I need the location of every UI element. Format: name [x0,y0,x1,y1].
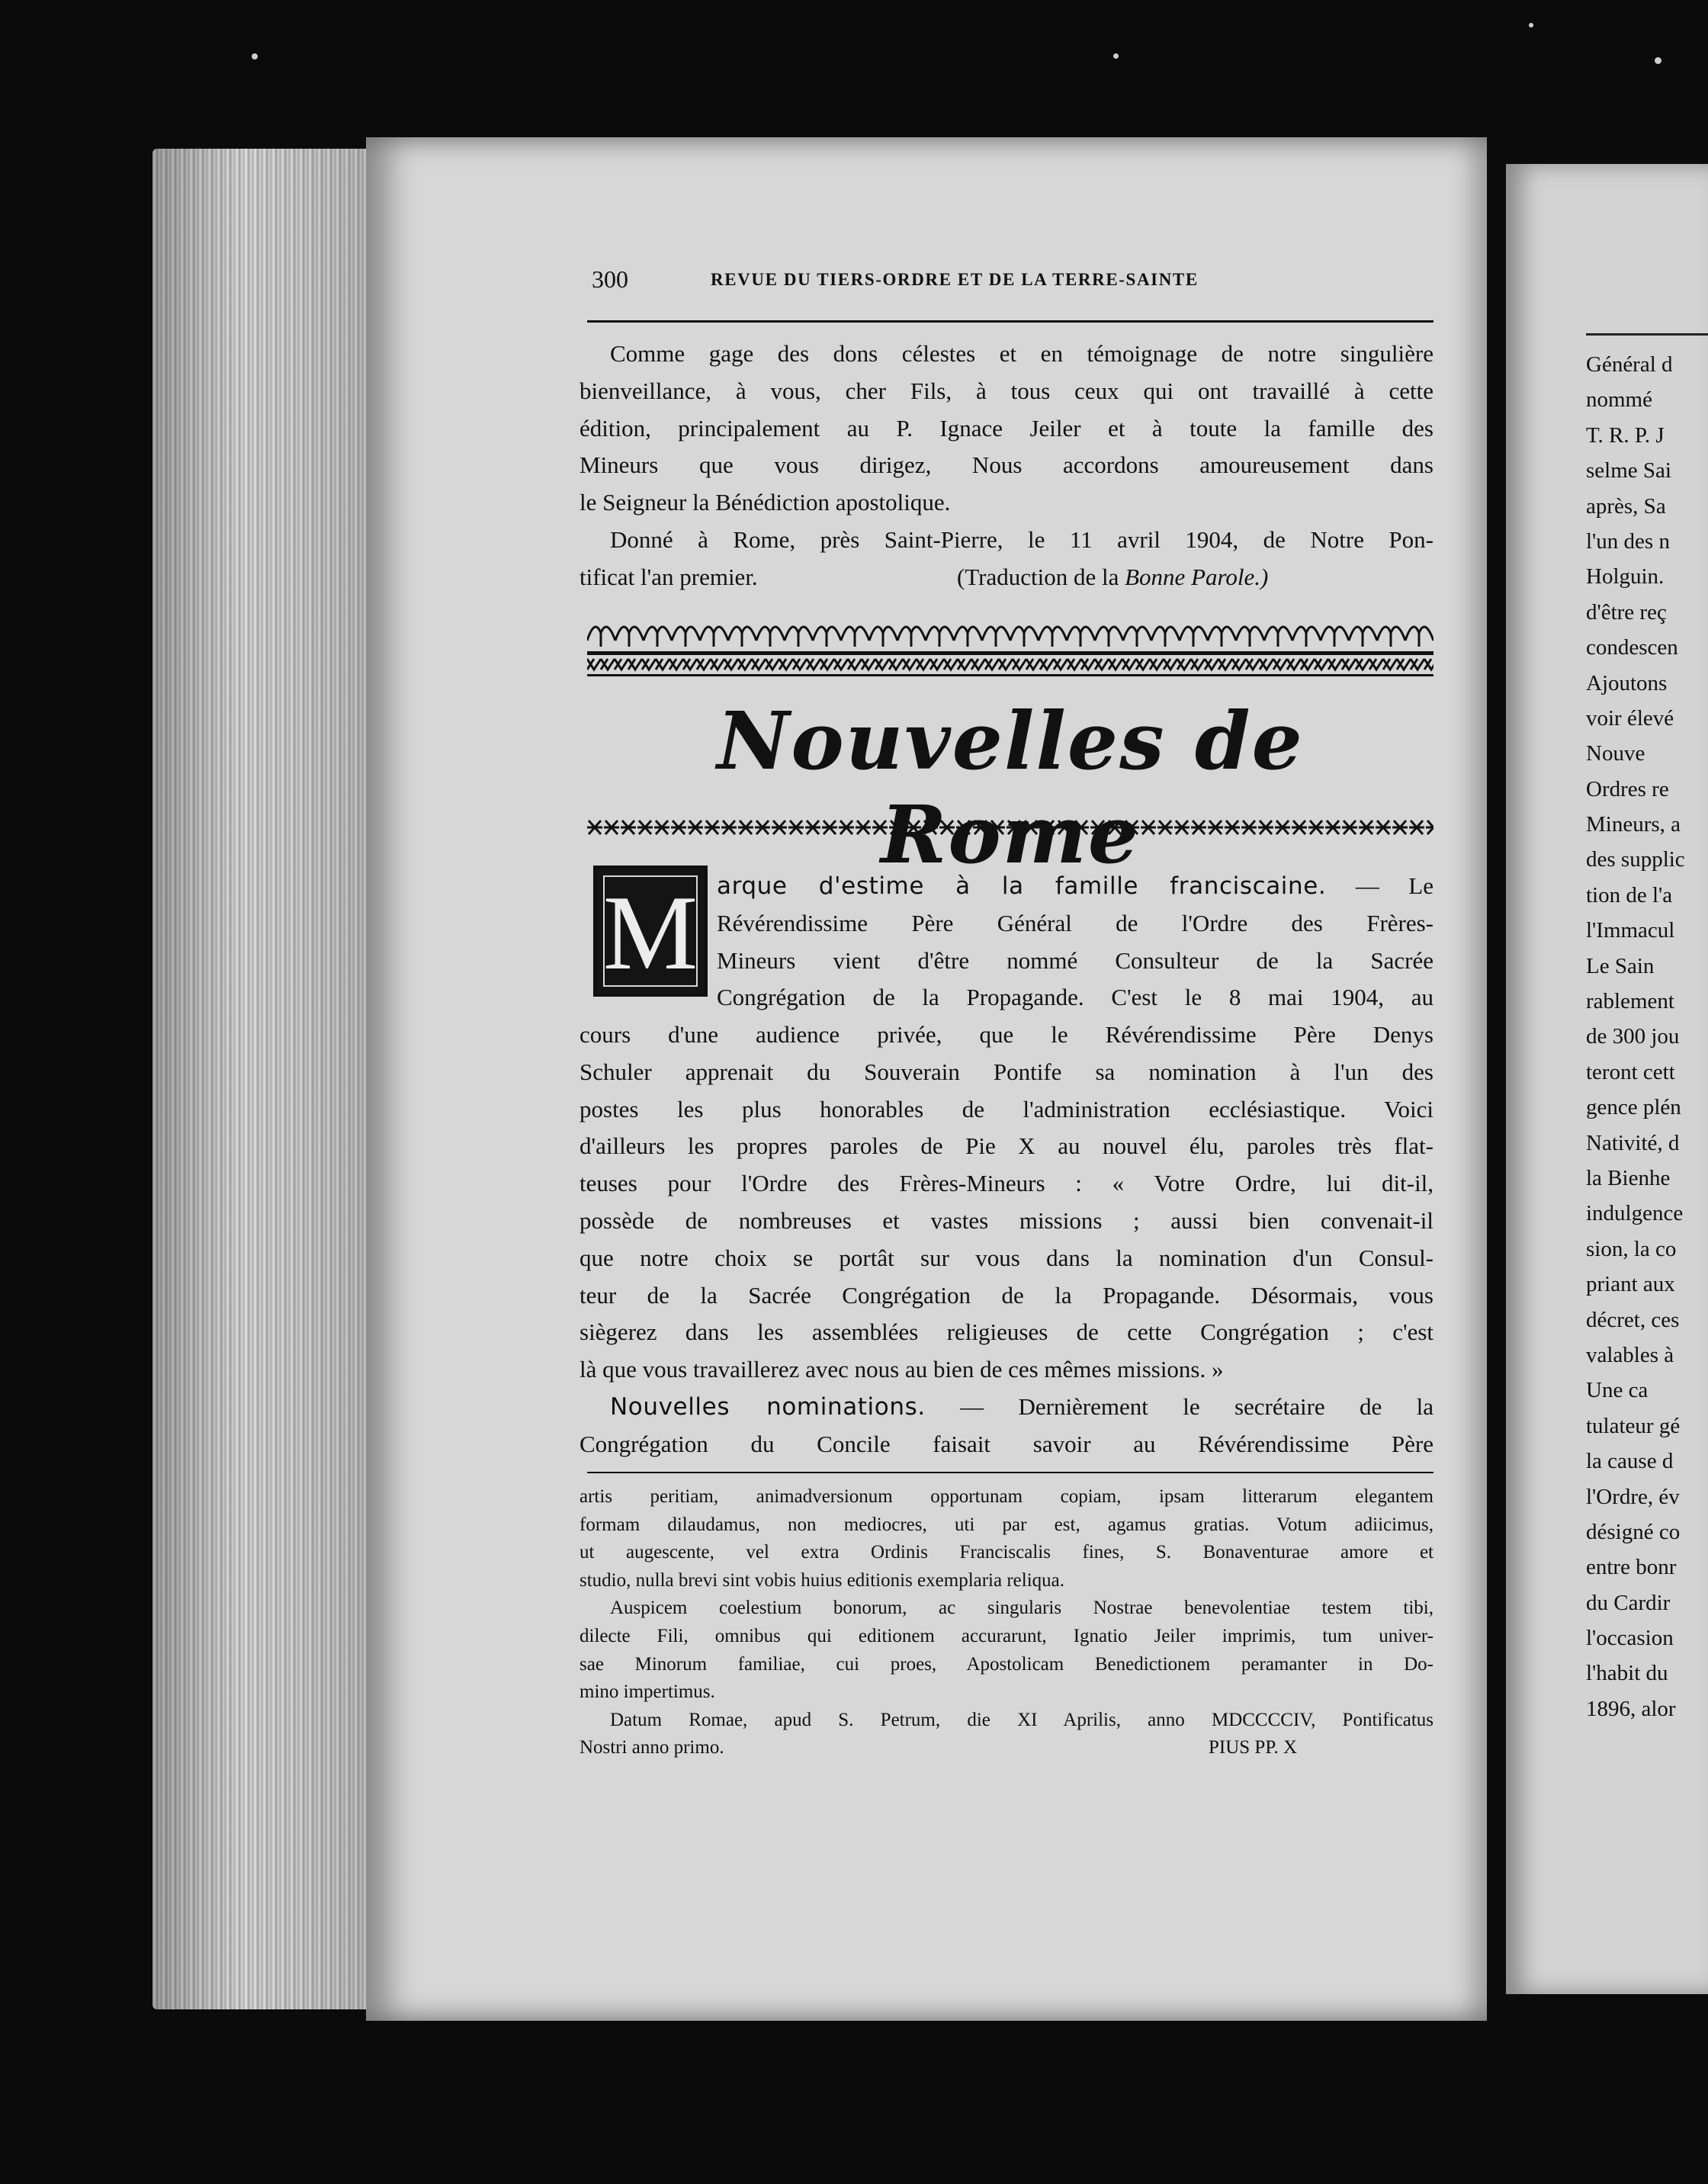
right-page-text [1586,347,1708,1726]
dropcap-letter: M [602,874,698,992]
ornament-zigzag [1040,659,1054,670]
ornament-zigzag [930,659,944,670]
running-head: REVUE DU TIERS-ORDRE ET DE LA TERRE-SAINTE [711,270,1199,289]
ornament-flourish [1039,627,1067,647]
ornament-zigzag [587,659,601,670]
ornament-zigzag [1122,659,1136,670]
right-page-line: condescen [1586,635,1678,660]
article-heading-line [717,868,1434,905]
ornament-cross [923,821,938,834]
ornament-flourish [1123,627,1151,647]
ornament-cross [1074,821,1089,834]
ornament-zigzag [1411,659,1424,670]
right-page-line: de 300 jou [1586,1024,1680,1049]
text-line: édition, principalement au P. Ignace Jeiler et à toute la famille des [580,414,1434,442]
ornament-cross [654,821,669,834]
ornament-zigzag [1273,659,1287,670]
right-page-line: T. R. P. J [1586,422,1665,448]
ornament-cross [721,821,737,834]
ornament-cross [1157,821,1173,834]
text-line: siègerez dans les assemblées religieuses de cette Congrégation ; c'est [580,1318,1434,1346]
footnote-line: sae Minorum familiae, cui proes, Apostolicam Benedictionem peramanter in Do- [580,1653,1434,1675]
ornament-flourish [1405,627,1434,647]
right-page-line: l'un des n [1586,528,1670,554]
right-page-line: Nouve [1586,741,1645,766]
ornament-flourish [1151,627,1180,647]
ornament-cross [621,821,636,834]
dust-speck [1113,53,1119,59]
ornament-flourish [926,627,954,647]
right-page-line: 1896, alor [1586,1696,1676,1721]
right-page-line: décret, ces [1586,1307,1680,1332]
text-line: le Seigneur la Bénédiction apostolique. [580,489,951,516]
dust-speck [252,53,258,59]
ornament-zigzag [958,659,971,670]
ornament-zigzag [1150,659,1164,670]
ornament-zigzag [656,659,669,670]
ornament-cross [1006,821,1022,834]
ornament-flourish [1377,627,1405,647]
ornament-zigzag [848,659,862,670]
ornament-cross [688,821,703,834]
ornament-cross [1023,821,1039,834]
ornament-zigzag [1315,659,1328,670]
right-page-line: rablement [1586,989,1674,1014]
ornament-flourish [897,627,926,647]
footnote-line: artis peritiam, animadversionum opportunam copiam, ipsam litterarum elegantem [580,1486,1434,1507]
text-line: Révérendissime Père Général de l'Ordre des Frères- [717,909,1434,936]
ornament-zigzag [711,659,724,670]
book-page-right [1506,164,1708,1994]
ornament-zigzag [1164,659,1177,670]
text-line: possède de nombreuses et vastes missions ; aussi bien convenait-il [580,1206,1434,1234]
ornament-cross [990,821,1005,834]
ornament-zigzag [697,659,711,670]
ornament-flourish [1236,627,1264,647]
ornament-flourish [813,627,841,647]
right-page-line: des supplic [1586,847,1685,872]
article-wrapped [717,868,1434,1017]
ornament-zigzag [999,659,1013,670]
ornament-cross [956,821,971,834]
ornament-cross [1107,821,1122,834]
ornament-cross [872,821,888,834]
ornament-zigzag [1356,659,1369,670]
right-page-line: la cause d [1586,1449,1674,1474]
ornament-zigzag [601,659,615,670]
ornament-zigzag [1287,659,1301,670]
right-page-line: d'être reç [1586,599,1667,625]
ornament-cross [973,821,988,834]
footnote-closing-line [580,1734,1434,1762]
ornament-cross [1392,821,1408,834]
translation-attribution [957,559,1268,596]
ornament-flourish [1349,627,1377,647]
right-page-line: Holguin. [1586,564,1665,589]
ornament-zigzag [738,659,752,670]
text-line: cours d'une audience privée, que le Révérendissime Père Denys [580,1021,1434,1048]
text-line: Congrégation du Concile faisait savoir au Révérendissime Père [580,1430,1434,1457]
papal-signature: PIUS PP. X [1209,1737,1298,1758]
ornament-zigzag [917,659,930,670]
ornament-band-top [587,610,1434,679]
right-page-line: la Bienhe [1586,1165,1671,1190]
ornament-cross [637,821,653,834]
text-line: Congrégation de la Propagande. C'est le 8 mai 1904, au [717,984,1434,1011]
ornament-cross [604,821,619,834]
attribution-prefix: (Traduction de la [957,563,1125,590]
text-line-with-attribution [580,559,1434,596]
right-page-line: nommé [1586,387,1652,413]
ornament-zigzag [1246,659,1260,670]
ornament-flourish [1067,627,1095,647]
text-line: postes les plus honorables de l'administration ecclésiastique. Voici [580,1095,1434,1123]
ornament-zigzag [971,659,985,670]
ornament-zigzag [1260,659,1273,670]
ornament-flourish [841,627,869,647]
ornament-flourish [1095,627,1123,647]
footnotes [580,1483,1434,1762]
ornament-zigzag [1383,659,1397,670]
ornament-cross [1124,821,1139,834]
ornament-cross [587,821,602,834]
ornament-flourish [728,627,756,647]
ornament-zigzag [1136,659,1150,670]
right-page-line: l'occasion [1586,1626,1674,1651]
ornament-zigzag [615,659,628,670]
ornament-zigzag [985,659,999,670]
ornament-cross [1376,821,1391,834]
right-page-line: Ordres re [1586,776,1669,801]
right-page-line: après, Sa [1586,493,1666,519]
text-line: Comme gage des dons célestes et en témoignage de notre singulière [610,340,1434,367]
ornament-cross [772,821,787,834]
ornament-zigzag [1109,659,1122,670]
ornament-cross [805,821,820,834]
ornament-zigzag [1301,659,1315,670]
right-page-line: Mineurs, a [1586,812,1681,837]
ornament-flourish [982,627,1010,647]
ornament-zigzag [1342,659,1356,670]
ornament-cross [1174,821,1190,834]
footnote-line: formam dilaudamus, non mediocres, uti par est, agamus gratias. Votum adiicimus, [580,1514,1434,1535]
ornament-zigzag [862,659,875,670]
right-page-line: voir élevé [1586,705,1674,731]
ornament-cross [1040,821,1055,834]
ornament-flourish [1208,627,1236,647]
text-line: d'ailleurs les propres paroles de Pie X au nouvel élu, paroles très flat- [580,1132,1434,1160]
ornament-cross [1141,821,1156,834]
ornament-zigzag [1369,659,1383,670]
dust-speck [1655,57,1661,64]
ornament-cross [1241,821,1257,834]
ornament-cross [1342,821,1357,834]
page-number: 300 [592,265,628,293]
right-page-line: tulateur gé [1586,1413,1681,1438]
text-fragment: tificat l'an premier. [580,563,758,590]
ornament-zigzag [1026,659,1040,670]
ornament-cross [788,821,804,834]
ornament-zigzag [889,659,903,670]
ornament-flourish [644,627,672,647]
ornament-flourish [1321,627,1349,647]
right-page-line: valables à [1586,1342,1674,1367]
text-fragment: — Dernièrement le secrétaire de la [925,1392,1434,1420]
text-line: là que vous travaillerez avec nous au bien de ces mêmes missions. » [580,1356,1224,1383]
right-page-line: Une ca [1586,1378,1649,1403]
ornament-zigzag [1424,659,1434,670]
right-page-line: tion de l'a [1586,882,1673,907]
ornament-flourish [1010,627,1039,647]
ornament-cross [889,821,904,834]
dust-speck [1529,23,1533,27]
ornament-zigzag [1218,659,1232,670]
right-page-line: Le Sain [1586,953,1655,978]
ornament-zigzag [903,659,917,670]
right-page-line: l'habit du [1586,1661,1668,1686]
ornament-cross [1057,821,1072,834]
ornament-zigzag [875,659,889,670]
ornament-zigzag [1232,659,1246,670]
footnote-line: dilecte Fili, omnibus qui editionem accurarunt, Ignatio Jeiler imprimis, tum univer- [580,1625,1434,1646]
ornament-zigzag [1095,659,1109,670]
ornament-cross [1325,821,1340,834]
ornament-cross [1090,821,1106,834]
ornament-cross [822,821,837,834]
right-page-rule [1586,333,1708,336]
book-page-stack [152,149,381,2009]
ornament-zigzag [793,659,807,670]
right-page-line: l'Immacul [1586,918,1675,943]
text-fragment: — Le [1326,872,1434,899]
text-line: teur de la Sacrée Congrégation de la Propagande. Désormais, vous [580,1281,1434,1309]
ornament-zigzag [1081,659,1095,670]
ornament-cross [1426,821,1434,834]
ornament-flourish [1180,627,1208,647]
ornament-zigzag [1191,659,1205,670]
page-header [592,265,1430,304]
ornament-zigzag [1328,659,1342,670]
ornament-band-bottom [587,816,1434,839]
ornament-zigzag [628,659,642,670]
text-line: Mineurs vient d'être nommé Consulteur de la Sacrée [717,946,1434,974]
footnote-line: studio, nulla brevi sint vobis huius editionis exemplaria reliqua. [580,1569,1065,1591]
right-page-line: entre bonr [1586,1555,1677,1580]
ornament-cross [1292,821,1307,834]
right-page-line: teront cett [1586,1059,1675,1084]
right-page-line: Général d [1586,352,1673,377]
ornament-zigzag [1177,659,1191,670]
ornament-zigzag [834,659,848,670]
ornament-cross [1359,821,1374,834]
right-page-line: sion, la co [1586,1236,1677,1261]
text-line: Mineurs que vous dirigez, Nous accordons amoureusement dans [580,451,1434,479]
ornament-flourish [954,627,982,647]
ornament-cross [1208,821,1223,834]
ornament-zigzag [807,659,820,670]
opening-paragraph [580,336,1434,596]
article-heading: Nouvelles nominations. [610,1392,926,1421]
right-page-line: gence plén [1586,1095,1681,1120]
ornament-zigzag [683,659,697,670]
ornament-zigzag [642,659,656,670]
dropcap [593,866,708,997]
ornament-zigzag [669,659,683,670]
ornament-cross [1225,821,1240,834]
ornament-cross [705,821,720,834]
ornament-cross [856,821,871,834]
ornament-flourish [1292,627,1321,647]
ornament-zigzag [1013,659,1026,670]
section-title: Nouvelles de Rome [717,694,1304,882]
ornament-cross [1308,821,1324,834]
article-heading-line [580,1389,1434,1426]
ornament-cross [738,821,753,834]
right-page-line: du Cardir [1586,1590,1671,1615]
ornament-cross [671,821,686,834]
ornament-flourish [756,627,785,647]
right-page-line: Ajoutons [1586,670,1668,695]
ornament-zigzag [752,659,766,670]
text-line: Schuler apprenait du Souverain Pontife sa nomination à l'un des [580,1058,1434,1085]
ornament-zigzag [1054,659,1068,670]
right-page-line: priant aux [1586,1272,1675,1297]
ornament-flourish [869,627,897,647]
ornament-flourish [615,627,644,647]
footnote-closing: Nostri anno primo. [580,1737,724,1758]
footnote-rule [587,1472,1434,1473]
text-line: Donné à Rome, près Saint-Pierre, le 11 avril 1904, de Notre Pon- [610,525,1434,553]
ornament-zigzag [1205,659,1218,670]
ornament-zigzag [1068,659,1081,670]
article-body [580,1017,1434,1463]
right-page-line: désigné co [1586,1519,1681,1544]
footnote-line: mino impertimus. [580,1681,715,1703]
text-line: bienveillance, à vous, cher Fils, à tous ceux qui ont travaillé à cette [580,377,1434,404]
ornament-cross [755,821,770,834]
article-heading: arque d'estime à la famille franciscaine. [717,872,1327,900]
attribution-source: Bonne Parole.) [1125,563,1269,590]
footnote-line: Datum Romae, apud S. Petrum, die XI Aprilis, anno MDCCCCIV, Pontificatus [610,1709,1434,1730]
ornament-zigzag [766,659,779,670]
ornament-zigzag [724,659,738,670]
ornament-cross [1275,821,1290,834]
ornament-zigzag [820,659,834,670]
ornament-cross [1191,821,1206,834]
ornament-cross [906,821,921,834]
ornament-cross [1409,821,1424,834]
ornament-flourish [672,627,700,647]
right-page-line: Nativité, d [1586,1130,1680,1155]
header-rule [587,320,1434,323]
text-line: teuses pour l'Ordre des Frères-Mineurs : « Votre Ordre, lui dit-il, [580,1170,1434,1197]
footnote-line: ut augescente, vel extra Ordinis Franciscalis fines, S. Bonaventurae amore et [580,1542,1434,1563]
ornament-flourish [785,627,813,647]
ornament-flourish [1264,627,1292,647]
right-page-line: indulgence [1586,1201,1684,1226]
ornament-flourish [700,627,728,647]
right-page-line: l'Ordre, év [1586,1484,1680,1509]
ornament-cross [1258,821,1273,834]
text-line: que notre choix se portât sur vous dans la nomination d'un Consul- [580,1244,1434,1271]
ornament-flourish [587,627,615,647]
footnote-line: Auspicem coelestium bonorum, ac singularis Nostrae benevolentiae testem tibi, [610,1598,1434,1619]
ornament-cross [939,821,955,834]
ornament-cross [839,821,854,834]
ornament-zigzag [779,659,793,670]
ornament-zigzag [944,659,958,670]
ornament-zigzag [1397,659,1411,670]
right-page-line: selme Sai [1586,458,1671,483]
